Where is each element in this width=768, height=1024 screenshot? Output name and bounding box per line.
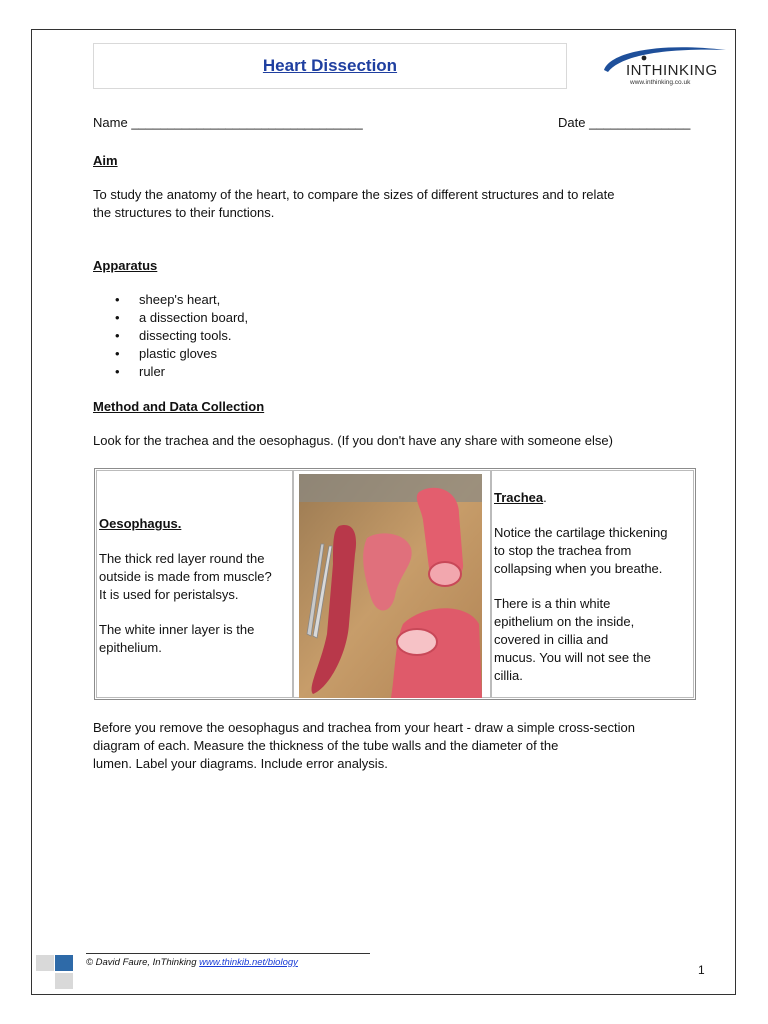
oesophagus-heading: Oesophagus. <box>99 516 182 531</box>
trachea-text-line: epithelium on the inside, <box>494 614 635 629</box>
date-label: Date <box>558 115 586 130</box>
trachea-text-line: Notice the cartilage thickening <box>494 525 668 540</box>
name-field <box>93 114 363 132</box>
footer-link[interactable]: www.thinkib.net/biology <box>199 957 298 968</box>
tube-lumen <box>397 629 437 655</box>
footer-square-grey <box>55 973 73 989</box>
instructions-line: diagram of each. Measure the thickness of the tube walls and the diameter of the <box>93 738 559 753</box>
method-heading: Method and Data Collection <box>93 399 265 414</box>
footer-copyright: © David Faure, InThinking <box>86 957 200 968</box>
trachea-cell <box>491 470 694 698</box>
apparatus-heading: Apparatus <box>93 258 158 273</box>
trachea-text-line: covered in cillia and <box>494 632 609 647</box>
oesophagus-cell <box>96 470 293 698</box>
apparatus-item: • sheep's heart, <box>93 291 248 309</box>
trachea-text-line: There is a thin white <box>494 596 611 611</box>
trachea-heading: Trachea <box>494 490 544 505</box>
aim-text-line-1: To study the anatomy of the heart, to compare the sizes of different structures and to relate <box>93 187 615 202</box>
apparatus-list <box>93 291 248 381</box>
name-blank: ________________________________ <box>131 115 363 130</box>
page-title: Heart Dissection <box>262 56 398 75</box>
trachea-heading-line <box>494 489 667 507</box>
page-number: 1 <box>698 963 705 977</box>
apparatus-item: • dissecting tools. <box>93 327 248 345</box>
trachea-text-line: cillia. <box>494 668 523 683</box>
oesophagus-text-line: outside is made from muscle? <box>99 569 272 584</box>
apparatus-item: • ruler <box>93 363 248 381</box>
oesophagus-text-line: epithelium. <box>99 640 162 655</box>
photo-cell <box>293 470 491 698</box>
instructions-line: Before you remove the oesophagus and trachea from your heart - draw a simple cross-section <box>93 720 635 735</box>
logo-url: www.inthinking.co.uk <box>630 79 691 86</box>
logo-text: INTHINKING <box>626 62 718 79</box>
title-box <box>93 43 567 89</box>
footer-credit <box>86 957 298 968</box>
footer-square-blue <box>55 955 73 971</box>
aim-heading: Aim <box>93 153 118 168</box>
apparatus-item: • plastic gloves <box>93 345 248 363</box>
method-intro: Look for the trachea and the oesophagus. (If you don't have any share with someone else) <box>93 433 613 448</box>
trachea-text-line: to stop the trachea from <box>494 543 632 558</box>
oesophagus-text-line: The white inner layer is the <box>99 622 255 637</box>
logo-figure-head <box>642 56 647 61</box>
apparatus-item: • a dissection board, <box>93 309 248 327</box>
date-blank: ______________ <box>589 115 691 130</box>
dissection-photo <box>299 474 482 698</box>
instructions-line: lumen. Label your diagrams. Include error analysis. <box>93 756 388 771</box>
date-field <box>558 114 690 132</box>
footer-square-grey <box>36 955 54 971</box>
trachea-lumen <box>429 562 461 586</box>
aim-text-line-2: the structures to their functions. <box>93 205 275 220</box>
background-area <box>299 474 482 502</box>
oesophagus-text-line: The thick red layer round the <box>99 551 265 566</box>
oesophagus-text-line: It is used for peristalsys. <box>99 587 239 602</box>
footer-rule <box>86 953 370 954</box>
trachea-heading-suffix: . <box>543 490 547 505</box>
trachea-text-line: collapsing when you breathe. <box>494 561 663 576</box>
specimen-table <box>94 468 696 700</box>
trachea-text-line: mucus. You will not see the <box>494 650 651 665</box>
name-label: Name <box>93 115 128 130</box>
